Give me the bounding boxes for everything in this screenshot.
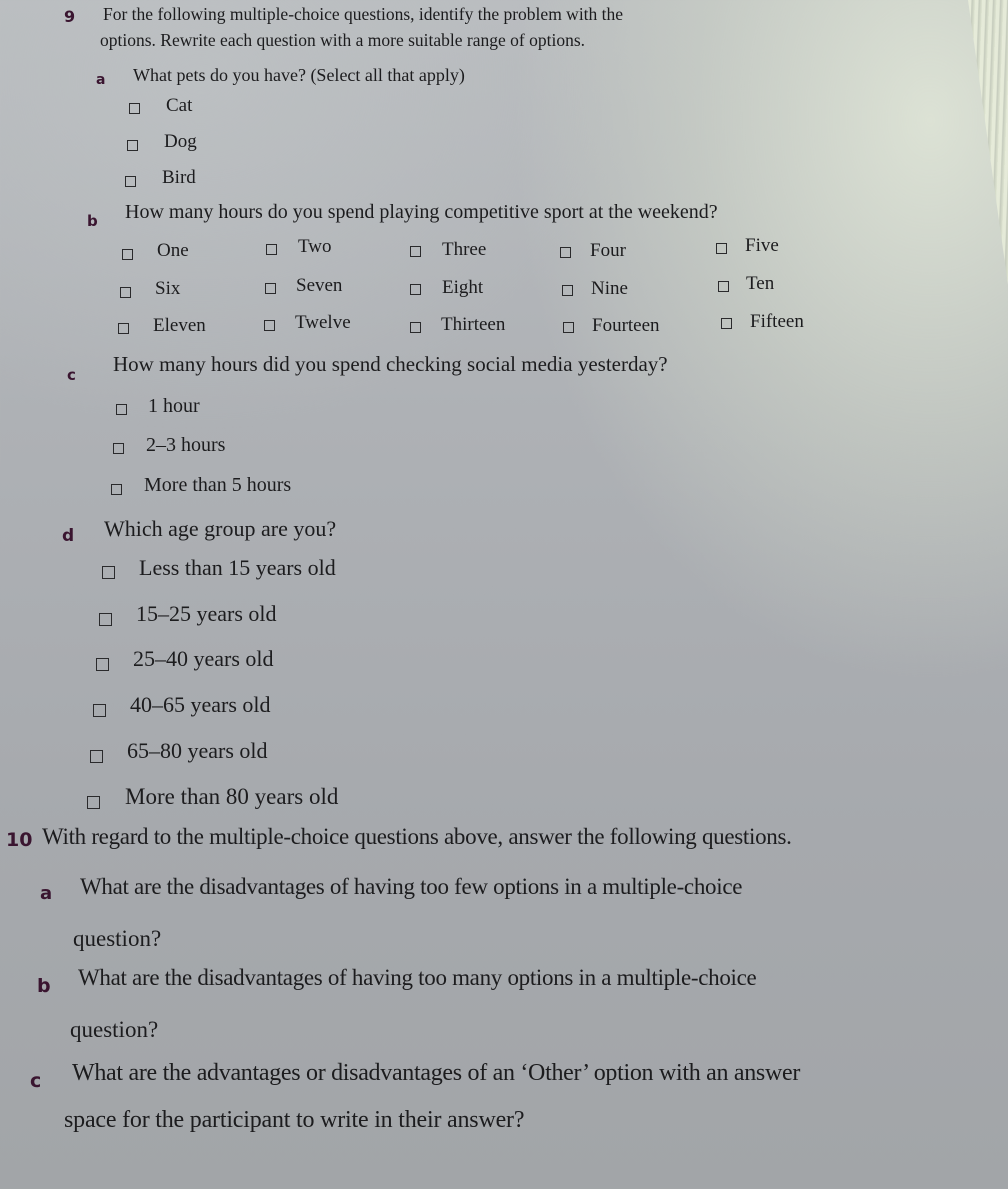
checkbox[interactable] — [90, 750, 103, 763]
checkbox[interactable] — [266, 244, 277, 255]
checkbox[interactable] — [264, 320, 275, 331]
checkbox[interactable] — [99, 613, 112, 626]
option-label: 65–80 years old — [127, 738, 268, 763]
part-label: b — [37, 975, 51, 997]
checkbox[interactable] — [562, 285, 573, 296]
option-label: Cat — [166, 95, 193, 116]
part-question-line2: question? — [70, 1017, 159, 1042]
checkbox[interactable] — [563, 322, 574, 333]
option-label: Dog — [164, 131, 197, 152]
question-number: 10 — [6, 829, 33, 851]
checkbox[interactable] — [125, 176, 136, 187]
book-page-edges — [968, 0, 1008, 520]
part-question-line2: space for the participant to write in their answer? — [64, 1107, 525, 1133]
part-question: Which age group are you? — [104, 516, 337, 541]
option-label: Three — [442, 239, 487, 260]
checkbox[interactable] — [118, 323, 129, 334]
checkbox[interactable] — [111, 484, 122, 495]
part-question-line1: What are the disadvantages of having too few options in a multiple-choice — [80, 874, 743, 899]
option-label: 40–65 years old — [130, 692, 271, 717]
option-label: Four — [590, 240, 626, 261]
part-label: a — [96, 72, 106, 88]
option-label: One — [157, 240, 189, 261]
part-question-line2: question? — [73, 926, 162, 951]
option-label: 2–3 hours — [146, 434, 226, 456]
checkbox[interactable] — [87, 796, 100, 809]
part-question-line1: What are the disadvantages of having too many options in a multiple-choice — [78, 965, 757, 990]
option-label: Five — [745, 235, 779, 256]
checkbox[interactable] — [113, 443, 124, 454]
part-question: How many hours did you spend checking social media yesterday? — [113, 352, 668, 376]
checkbox[interactable] — [716, 243, 727, 254]
question-prompt-line1: For the following multiple-choice questions, identify the problem with the — [103, 4, 624, 24]
option-label: Thirteen — [441, 314, 506, 335]
option-label: Ten — [746, 273, 775, 294]
option-label: 15–25 years old — [136, 601, 277, 626]
checkbox[interactable] — [129, 103, 140, 114]
checkbox[interactable] — [120, 287, 131, 298]
option-label: Eleven — [153, 315, 206, 336]
checkbox[interactable] — [718, 281, 729, 292]
question-prompt-line2: options. Rewrite each question with a more suitable range of options. — [100, 30, 586, 50]
checkbox[interactable] — [410, 322, 421, 333]
part-label: c — [67, 366, 76, 384]
part-label: c — [30, 1070, 42, 1092]
checkbox[interactable] — [410, 284, 421, 295]
checkbox[interactable] — [96, 658, 109, 671]
part-question: What pets do you have? (Select all that apply) — [133, 65, 465, 85]
option-label: Bird — [162, 167, 196, 188]
checkbox[interactable] — [102, 566, 115, 579]
option-label: More than 80 years old — [125, 784, 339, 809]
option-label: Eight — [442, 277, 484, 298]
part-label: b — [87, 212, 98, 230]
part-question: How many hours do you spend playing competitive sport at the weekend? — [125, 201, 718, 223]
checkbox[interactable] — [560, 247, 571, 258]
option-label: Fifteen — [750, 311, 804, 332]
option-label: Twelve — [295, 312, 351, 333]
option-label: Nine — [591, 278, 628, 299]
option-label: Less than 15 years old — [139, 555, 336, 580]
option-label: 1 hour — [148, 395, 200, 417]
question-prompt: With regard to the multiple-choice questions above, answer the following questions. — [42, 824, 792, 849]
option-label: 25–40 years old — [133, 646, 274, 671]
option-label: Seven — [296, 275, 343, 296]
checkbox[interactable] — [122, 249, 133, 260]
option-label: Two — [298, 236, 332, 257]
checkbox[interactable] — [265, 283, 276, 294]
checkbox[interactable] — [721, 318, 732, 329]
part-question-line1: What are the advantages or disadvantages of an ‘Other’ option with an answer — [72, 1060, 801, 1086]
option-label: Six — [155, 278, 181, 299]
checkbox[interactable] — [93, 704, 106, 717]
part-label: a — [40, 883, 53, 904]
checkbox[interactable] — [127, 140, 138, 151]
option-label: More than 5 hours — [144, 474, 292, 496]
option-label: Fourteen — [592, 315, 660, 336]
checkbox[interactable] — [410, 246, 421, 257]
part-label: d — [62, 526, 75, 546]
checkbox[interactable] — [116, 404, 127, 415]
question-number: 9 — [64, 7, 76, 26]
